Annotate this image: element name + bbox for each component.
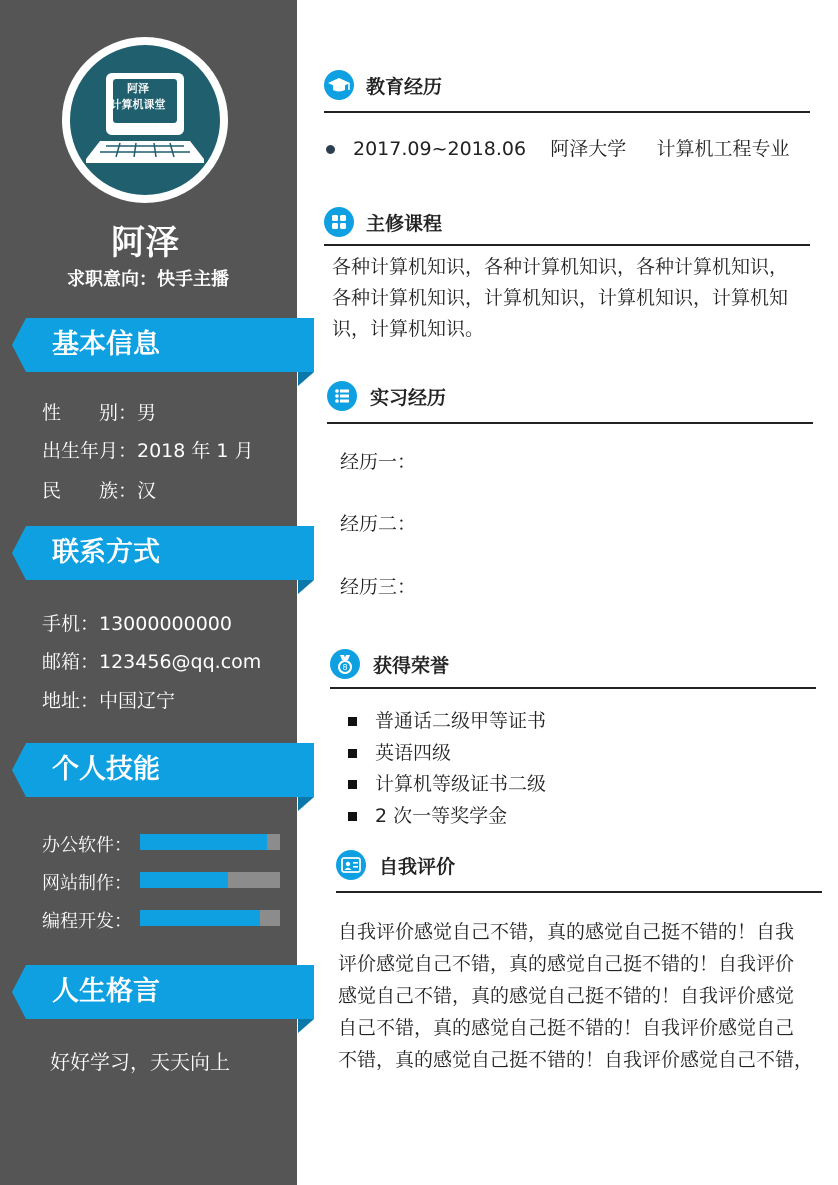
skill-fill-office [140,834,267,850]
internship-item-2: 经历二： [340,513,417,535]
graduation-cap-icon [324,70,354,100]
section-title-self-evaluation: 自我评价 [379,856,456,878]
section-title-education: 教育经历 [366,76,443,98]
education-entry [326,134,789,161]
section-title-basic-info: 基本信息 [52,329,160,360]
skill-label-web: 网站制作： [42,873,132,894]
honor-item: 英语四级 [348,738,451,765]
person-name: 阿泽 [111,223,179,263]
list-icon [327,381,357,411]
internship-item-3: 经历三： [340,576,417,598]
medal-icon [330,649,360,679]
divider [327,422,813,424]
divider [324,111,810,113]
honor-item: 普通话二级甲等证书 [348,706,546,733]
sidebar [0,0,297,1185]
square-bullet-icon [348,749,357,758]
info-address: 地址：中国辽宁 [42,690,176,712]
section-title-skills: 个人技能 [52,754,160,785]
laptop-logo-icon [70,45,220,195]
skill-label-programming: 编程开发： [42,911,132,932]
avatar [62,37,228,203]
courses-text: 各种计算机知识，各种计算机知识，各种计算机知识， 各种计算机知识，计算机知识，计算机知识，计算机知 识，计算机知识。 [332,256,789,340]
skill-bar-web [140,872,280,888]
skill-fill-programming [140,910,260,926]
skill-label-office: 办公软件： [42,835,132,856]
section-title-contact: 联系方式 [52,537,160,568]
bullet-dot-icon [326,145,335,154]
square-bullet-icon [348,780,357,789]
skill-bar-office [140,834,280,850]
job-intent: 求职意向：快手主播 [67,269,229,290]
divider [324,244,810,246]
section-banner-motto [12,965,314,1019]
motto-text: 好好学习，天天向上 [50,1050,230,1074]
id-card-icon [336,850,366,880]
section-title-motto: 人生格言 [52,976,160,1007]
internship-item-1: 经历一： [340,451,417,473]
section-banner-basic-info [12,318,314,372]
section-title-courses: 主修课程 [366,213,443,235]
skill-fill-web [140,872,228,888]
logo-text: 阿泽 计算机课堂 [110,82,166,111]
honor-item: 计算机等级证书二级 [348,769,546,796]
info-ethnicity: 民 族：汉 [42,480,157,502]
divider [330,687,816,689]
section-title-honors: 获得荣誉 [373,655,450,677]
education-school: 阿泽大学 [550,138,627,160]
section-banner-contact [12,526,314,580]
info-email: 邮箱：123456@qq.com [42,651,262,673]
info-birth: 出生年月：2018 年 1 月 [42,440,254,462]
info-gender: 性 别：男 [42,402,157,424]
info-phone: 手机：13000000000 [42,613,232,635]
self-evaluation-text: 自我评价感觉自己不错，真的感觉自己挺不错的！自我 评价感觉自己不错，真的感觉自己挺不错的！自我评价 感觉自己不错，真的感觉自己挺不错的！自我评价感觉 自己不错，真的感觉自己挺不错的！自我评价感觉自己 不错，真的感觉自己挺不错的！自我评价感觉自己不错， [338,921,814,1071]
section-title-internship: 实习经历 [370,387,447,409]
svg-text:8: 8 [342,663,348,672]
education-major: 计算机工程专业 [656,138,790,160]
honor-item: 2 次一等奖学金 [348,801,507,828]
grid-icon [324,207,354,237]
square-bullet-icon [348,717,357,726]
divider [336,891,822,893]
skill-bar-programming [140,910,280,926]
square-bullet-icon [348,812,357,821]
section-banner-skills [12,743,314,797]
education-date: 2017.09~2018.06 [353,138,527,160]
